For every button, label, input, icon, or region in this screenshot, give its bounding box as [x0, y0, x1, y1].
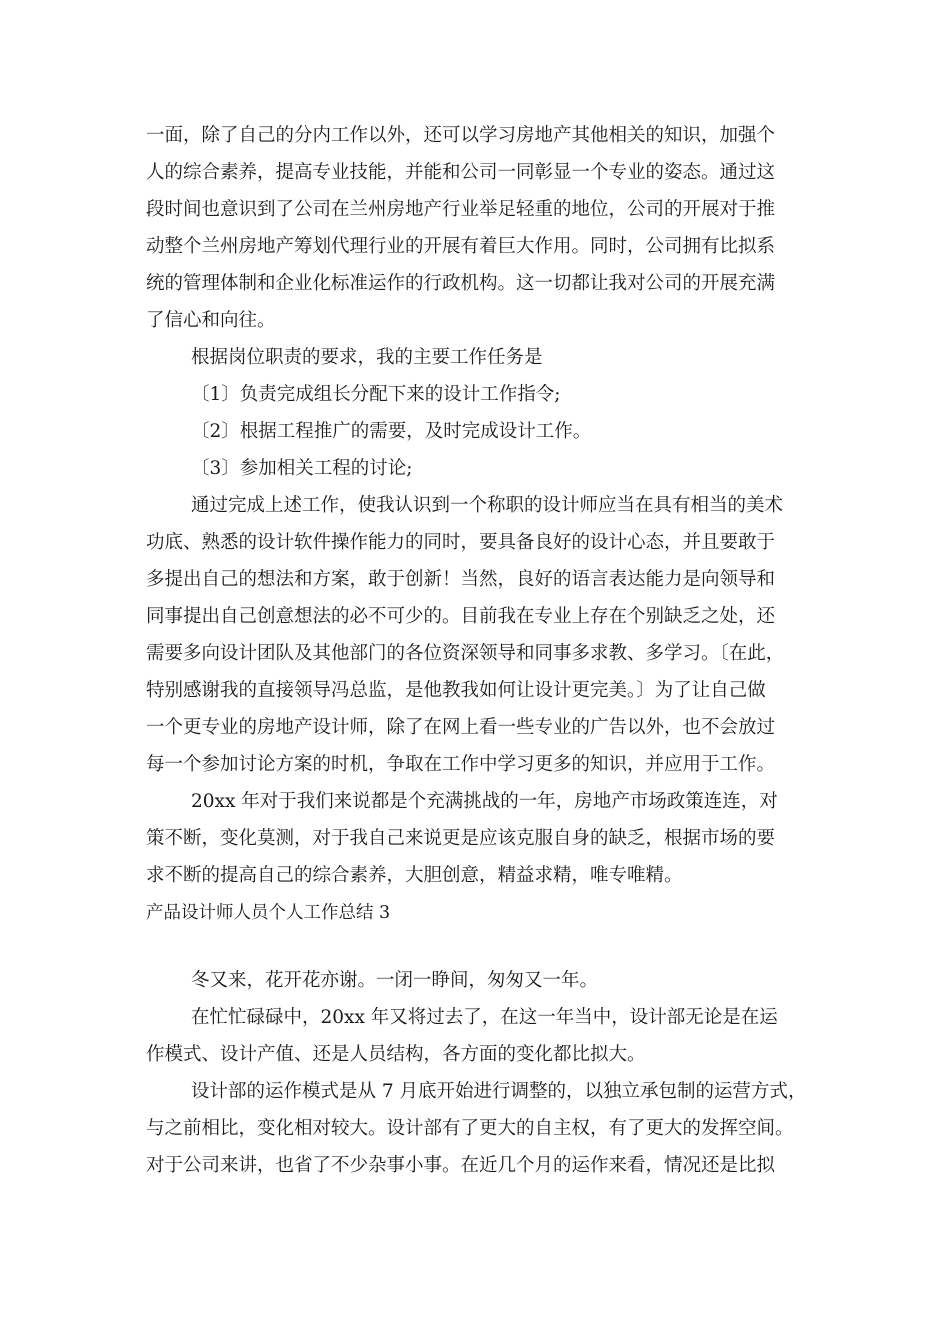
paragraph-line: 段时间也意识到了公司在兰州房地产行业举足轻重的地位，公司的开展对于推 — [146, 199, 776, 220]
paragraph-line: 多提出自己的想法和方案，敢于创新！当然，良好的语言表达能力是向领导和 — [146, 569, 776, 590]
section-heading: 产品设计师人员个人工作总结 3 — [146, 903, 391, 923]
paragraph-line: 特别感谢我的直接领导冯总监，是他教我如何让设计更完美。〕为了让自己做 — [146, 680, 766, 701]
task-item: 〔3〕参加相关工程的讨论; — [191, 458, 413, 479]
paragraph-line: 通过完成上述工作，使我认识到一个称职的设计师应当在具有相当的美术 — [191, 495, 784, 516]
paragraph-line: 求不断的提高自己的综合素养，大胆创意，精益求精，唯专唯精。 — [146, 865, 683, 886]
paragraph-line: 需要多向设计团队及其他部门的各位资深领导和同事多求教、多学习。〔在此， — [146, 643, 785, 664]
paragraph-line: 了信心和向往。 — [146, 310, 276, 331]
paragraph-line: 统的管理体制和企业化标准运作的行政机构。这一切都让我对公司的开展充满 — [146, 273, 776, 294]
paragraph-line: 在忙忙碌碌中，20xx 年又将过去了，在这一年当中，设计部无论是在运 — [191, 1007, 778, 1028]
paragraph-line: 设计部的运作模式是从 7 月底开始进行调整的，以独立承包制的运营方式， — [191, 1081, 807, 1102]
paragraph-line: 与之前相比，变化相对较大。设计部有了更大的自主权，有了更大的发挥空间。 — [146, 1118, 794, 1139]
paragraph-line: 每一个参加讨论方案的时机，争取在工作中学习更多的知识，并应用于工作。 — [146, 754, 776, 775]
paragraph-line: 20xx 年对于我们来说都是个充满挑战的一年，房地产市场政策连连，对 — [191, 791, 778, 812]
paragraph-line: 策不断，变化莫测，对于我自己来说更是应该克服自身的缺乏，根据市场的要 — [146, 828, 776, 849]
paragraph-line: 同事提出自己创意想法的必不可少的。目前我在专业上存在个别缺乏之处，还 — [146, 606, 776, 627]
paragraph-line: 一面，除了自己的分内工作以外，还可以学习房地产其他相关的知识，加强个 — [146, 125, 776, 146]
paragraph-line: 动整个兰州房地产筹划代理行业的开展有着巨大作用。同时，公司拥有比拟系 — [146, 236, 776, 257]
paragraph-line: 人的综合素养，提高专业技能，并能和公司一同彰显一个专业的姿态。通过这 — [146, 162, 776, 183]
paragraph-line: 冬又来，花开花亦谢。一闭一睁间，匆匆又一年。 — [191, 970, 599, 991]
task-item: 〔2〕根据工程推广的需要，及时完成设计工作。 — [191, 421, 592, 442]
paragraph-line: 功底、熟悉的设计软件操作能力的同时，要具备良好的设计心态，并且要敢于 — [146, 532, 776, 553]
paragraph-line: 作模式、设计产值、还是人员结构，各方面的变化都比拟大。 — [146, 1044, 646, 1065]
task-item: 〔1〕负责完成组长分配下来的设计工作指令; — [191, 384, 561, 405]
paragraph-line: 根据岗位职责的要求，我的主要工作任务是 — [191, 347, 543, 368]
paragraph-line: 一个更专业的房地产设计师，除了在网上看一些专业的广告以外，也不会放过 — [146, 717, 776, 738]
paragraph-line: 对于公司来讲，也省了不少杂事小事。在近几个月的运作来看，情况还是比拟 — [146, 1155, 776, 1176]
